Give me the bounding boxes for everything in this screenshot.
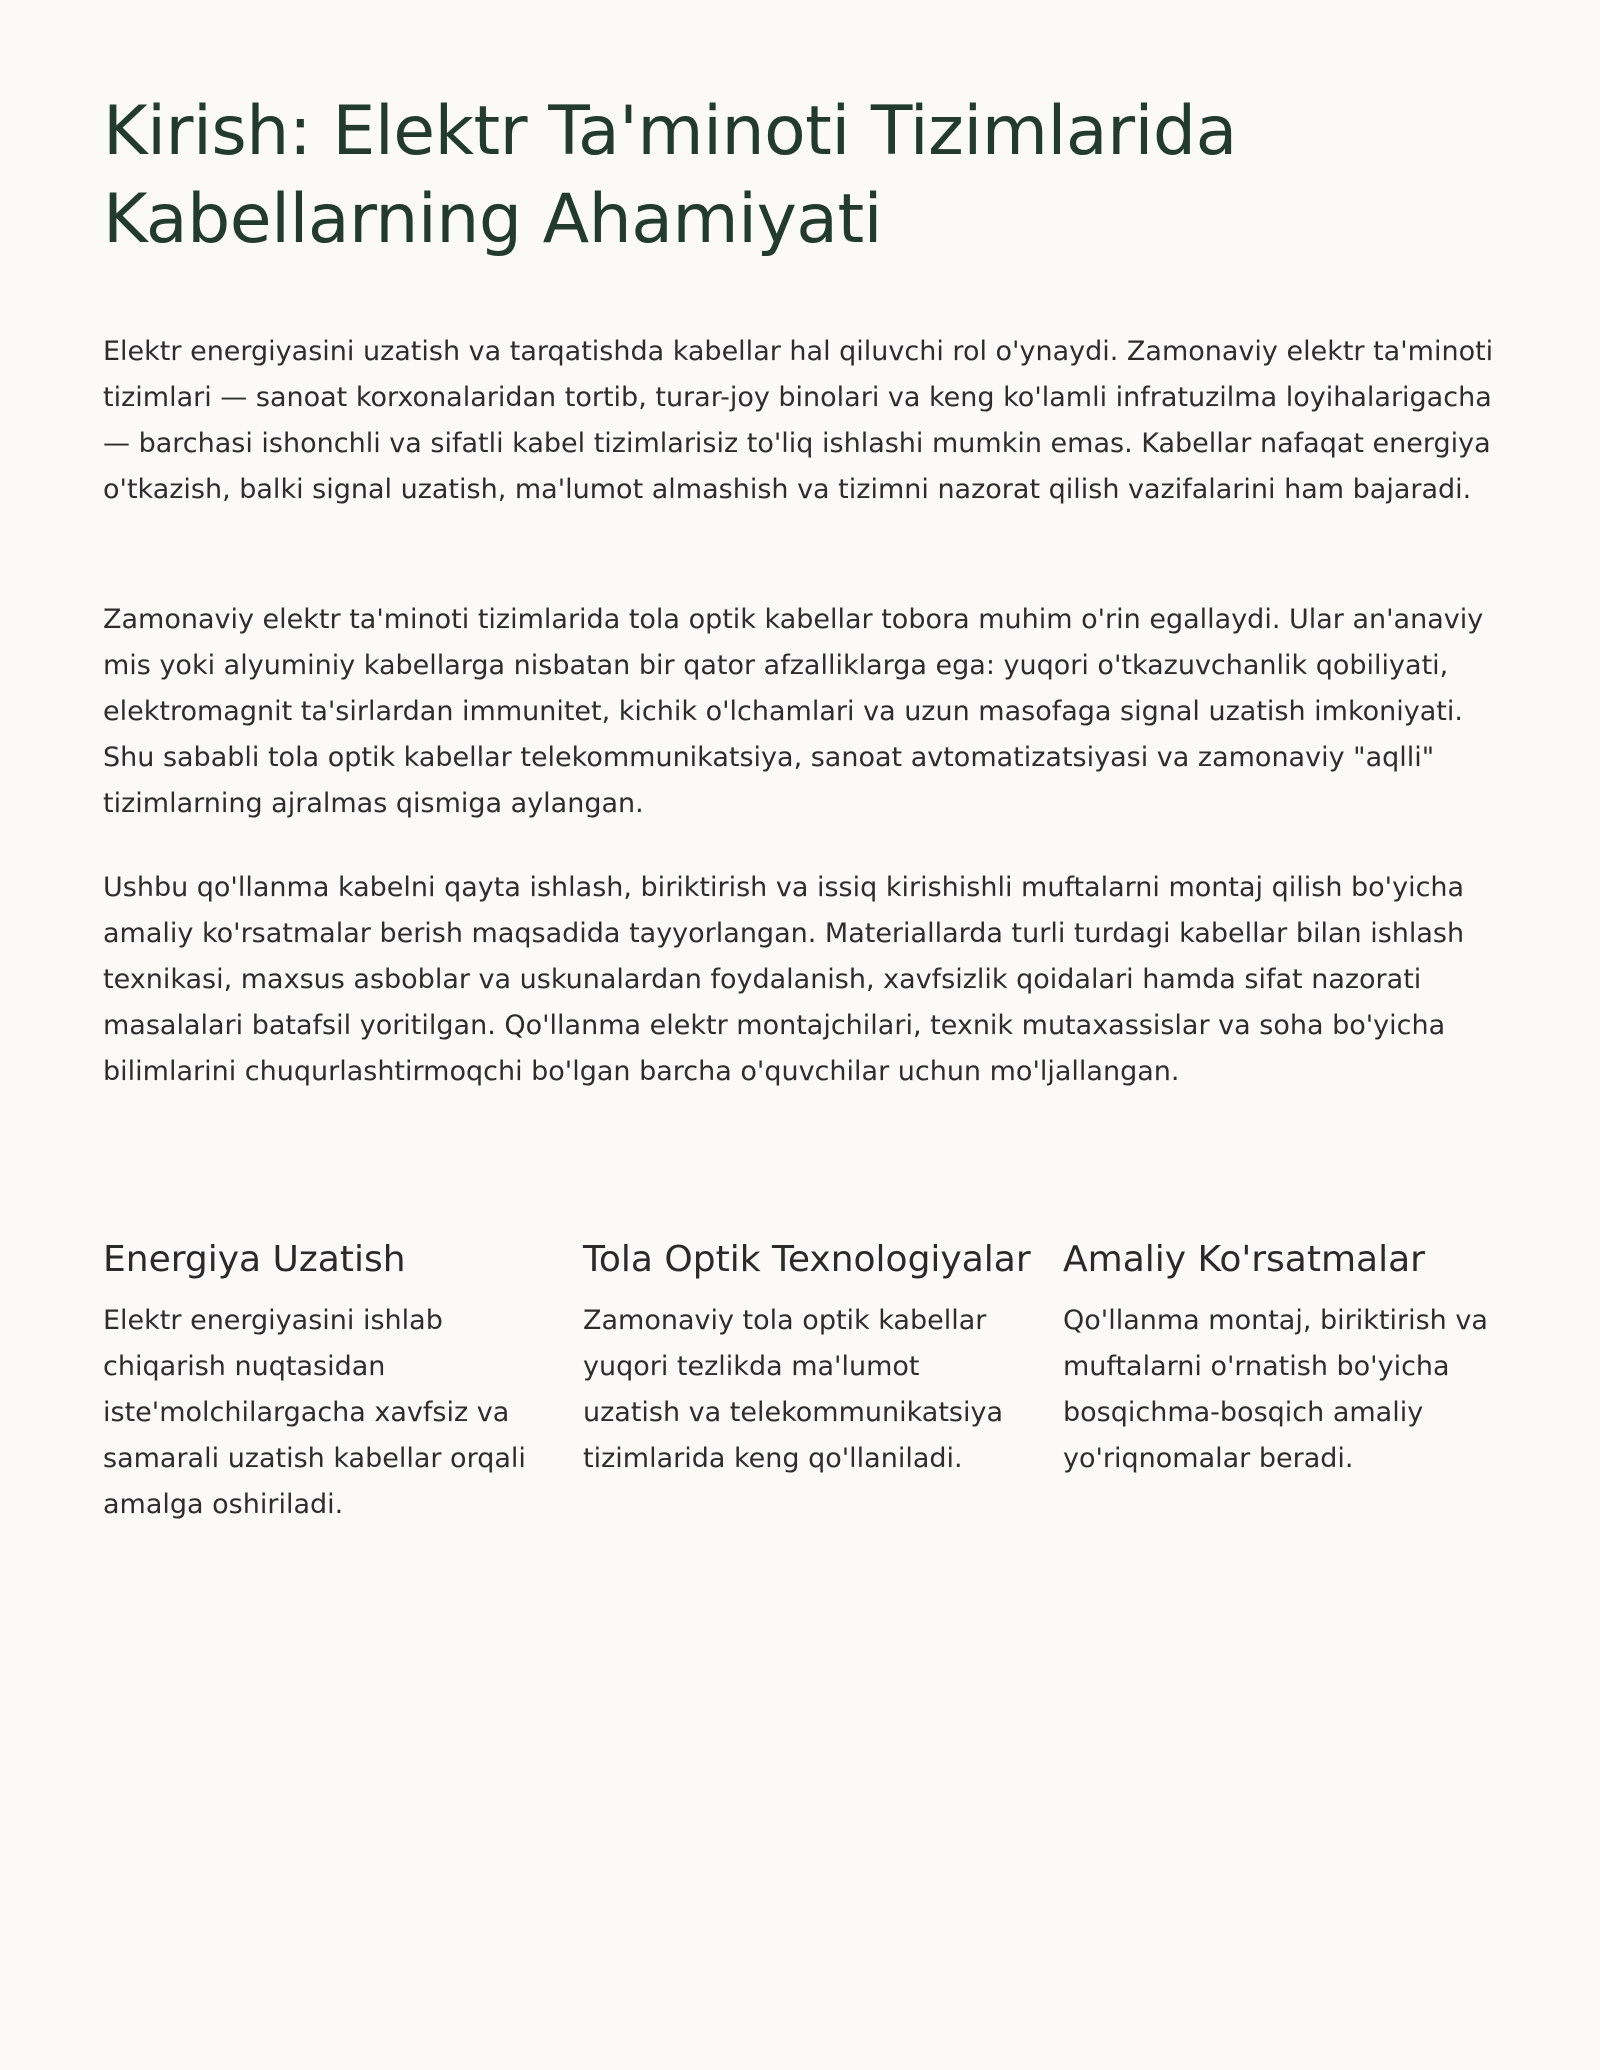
feature-text: Elektr energiyasini ishlab chiqarish nuqtasidan iste'molchilargacha xavfsiz va samarali uzatish kabellar orqali amalga oshiriladi. bbox=[103, 1305, 526, 1520]
feature-text: Zamonaviy tola optik kabellar yuqori tezlikda ma'lumot uzatish va telekommunikatsiya tizimlarida keng qo'llaniladi. bbox=[583, 1305, 1004, 1474]
feature-title: Energiya Uzatish bbox=[103, 1239, 406, 1280]
intro-paragraph-2: Zamonaviy elektr ta'minoti tizimlarida tola optik kabellar tobora muhim o'rin egallaydi. Ular an'anaviy mis yoki alyuminiy kabellarga nisbatan bir qator afzalliklarga ega: yuqori o'tkazuvchanlik qobiliyati, elektromagnit ta'sirlardan immunitet, kichik o'lchamlari va uzun masofaga signal uzatish imkoniyati. Shu sababli tola optik kabellar telekommunikatsiya, sanoat avtomatizatsiyasi va zamonaviy "aqlli" tizimlarning ajralmas qismiga aylangan. bbox=[103, 604, 1484, 819]
feature-fiber-optics bbox=[583, 1232, 1031, 1528]
intro-paragraph-3: Ushbu qo'llanma kabelni qayta ishlash, biriktirish va issiq kirishishli muftalarni montaj qilish bo'yicha amaliy ko'rsatmalar berish maqsadida tayyorlangan. Materiallarda turli turdagi kabellar bilan ishlash texnikasi, maxsus asboblar va uskunalardan foydalanish, xavfsizlik qoidalari hamda sifat nazorati masalalari batafsil yoritilgan. Qo'llanma elektr montajchilari, texnik mutaxassislar va soha bo'yicha bilimlarini chuqurlashtirmoqchi bo'lgan barcha o'quvchilar uchun mo'ljallangan. bbox=[103, 872, 1465, 1087]
feature-title: Amaliy Ko'rsatmalar bbox=[1063, 1239, 1425, 1280]
feature-practical-guidance bbox=[1063, 1232, 1503, 1528]
feature-title: Tola Optik Texnologiyalar bbox=[583, 1239, 1031, 1280]
feature-text: Qo'llanma montaj, biriktirish va muftalarni o'rnatish bo'yicha bosqichma-bosqich amaliy yo'riqnomalar beradi. bbox=[1063, 1305, 1488, 1474]
intro-paragraph-1: Elektr energiyasini uzatish va tarqatishda kabellar hal qiluvchi rol o'ynaydi. Zamonaviy elektr ta'minoti tizimlari — sanoat korxonalaridan tortib, turar-joy binolari va keng ko'lamli infratuzilma loyihalarigacha — barchasi ishonchli va sifatli kabel tizimlarisiz to'liq ishlashi mumkin emas. Kabellar nafaqat energiya o'tkazish, balki signal uzatish, ma'lumot almashish va tizimni nazorat qilish vazifalarini ham bajaradi. bbox=[103, 336, 1494, 505]
page-title: Kirish: Elektr Ta'minoti Tizimlarida Kabellarning Ahamiyati bbox=[103, 92, 1237, 259]
feature-energy-transmission bbox=[103, 1232, 543, 1528]
feature-columns bbox=[103, 1232, 1503, 1528]
